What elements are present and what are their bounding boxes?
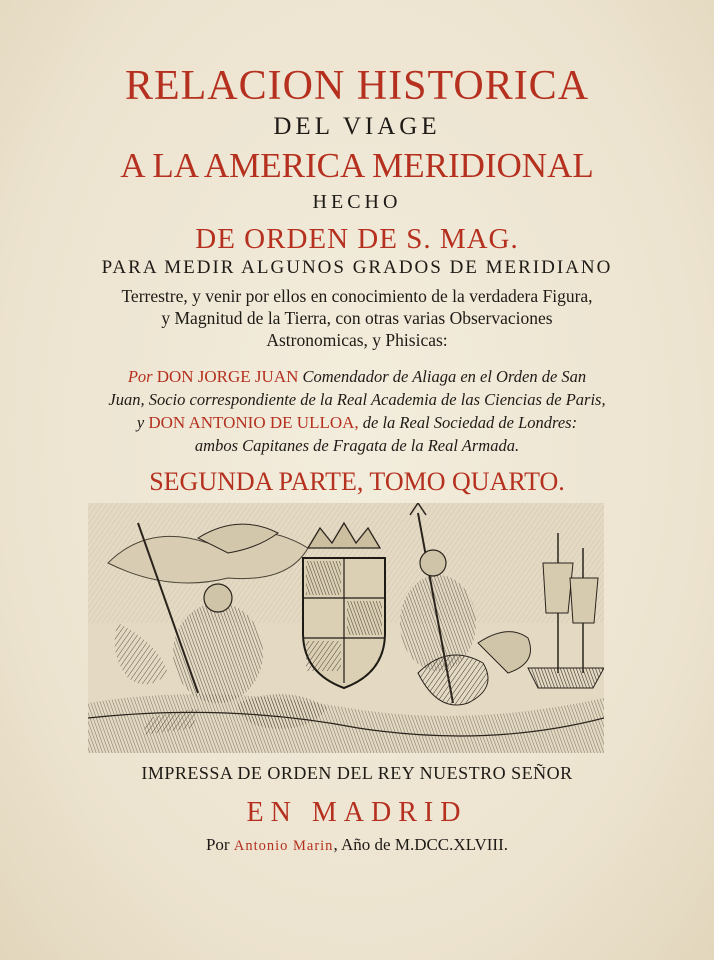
- volume-heading: SEGUNDA PARTE, TOMO QUARTO.: [149, 467, 565, 496]
- author-1-name: DON JORGE JUAN: [156, 367, 299, 386]
- printer-por: Por: [205, 835, 230, 854]
- printer-sep: ,: [333, 835, 338, 854]
- authors-line-3: [0, 413, 714, 433]
- authors-line-2: Juan, Socio correspondiente de la Real Academia de las Ciencias de Paris,: [108, 390, 606, 409]
- subtitle-line-2: Terrestre, y venir por ellos en conocimiento de la verdadera Figura,: [121, 286, 593, 306]
- authors-line-1: [0, 367, 714, 387]
- imprint-city: EN MADRID: [246, 797, 468, 828]
- printer-line: [0, 835, 714, 855]
- title-line-2: DEL VIAGE: [273, 113, 441, 140]
- authors-line-4: ambos Capitanes de Fragata de la Real Armada.: [194, 436, 520, 455]
- author-1-title: Comendador de Aliaga en el Orden de San: [302, 367, 587, 386]
- title-line-1: RELACION HISTORICA: [124, 63, 590, 109]
- allegorical-engraving-icon: [88, 503, 604, 753]
- imprint-year: Año de M.DCC.XLVIII.: [341, 835, 509, 854]
- por-word: Por: [127, 367, 153, 386]
- title-line-4: HECHO: [312, 191, 402, 213]
- imprint-line: IMPRESSA DE ORDEN DEL REY NUESTRO SEÑOR: [141, 763, 573, 783]
- subtitle-line-4: Astronomicas, y Phisicas:: [266, 330, 448, 350]
- subtitle-line-1: PARA MEDIR ALGUNOS GRADOS DE MERIDIANO: [101, 257, 613, 278]
- subtitle-line-3: y Magnitud de la Tierra, con otras varias Observaciones: [161, 308, 553, 328]
- author-2-title: de la Real Sociedad de Londres:: [362, 413, 578, 432]
- and-word: y: [136, 413, 145, 432]
- title-line-3: A LA AMERICA MERIDIONAL: [120, 146, 594, 185]
- title-line-5: DE ORDEN DE S. MAG.: [195, 223, 519, 255]
- author-2-name: DON ANTONIO DE ULLOA,: [148, 413, 359, 432]
- printer-name: Antonio Marin: [233, 838, 334, 854]
